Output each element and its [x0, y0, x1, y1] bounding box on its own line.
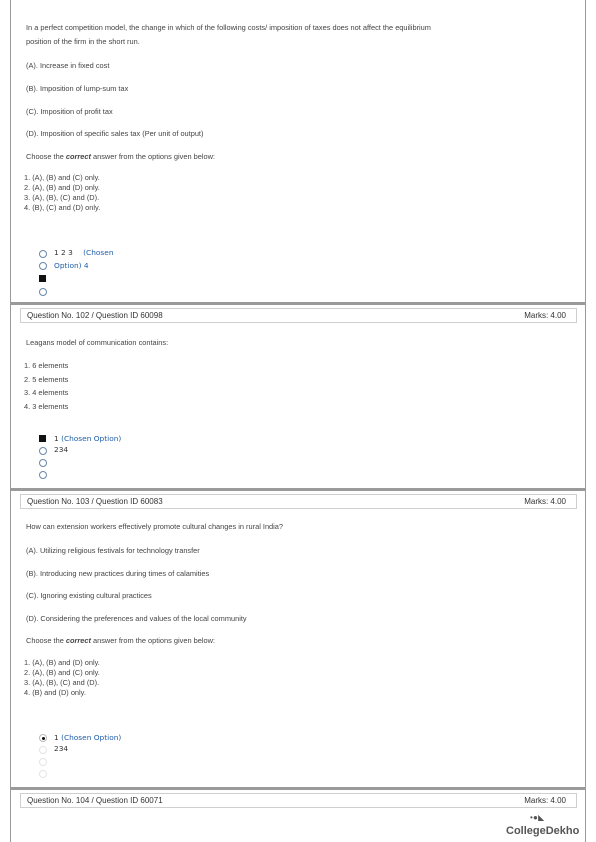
logo-mark-icon: • ● ◣: [530, 813, 544, 822]
q101-option-a: (A). Increase in fixed cost: [26, 61, 110, 70]
q101-option-numbers: 1 2 3: [54, 248, 73, 257]
q101-option-d: (D). Imposition of specific sales tax (Per unit of output): [26, 129, 204, 138]
q102-chosen-label: (Chosen Option): [61, 434, 122, 443]
q102-answer-row-1: [54, 434, 121, 443]
q101-chosen-label-cont: Option) 4: [54, 261, 89, 270]
q103-radio-3[interactable]: [39, 758, 47, 766]
q101-option-b: (B). Imposition of lump-sum tax: [26, 84, 129, 93]
q101-chosen-label: (Chosen: [83, 248, 114, 257]
q101-radio-2[interactable]: [39, 262, 47, 270]
q101-answer-3: 3. (A), (B), (C) and (D).: [24, 193, 100, 202]
q101-choose-instruction: Choose the correct answer from the options given below:: [26, 152, 215, 161]
q103-answer-3: 3. (A), (B), (C) and (D).: [24, 678, 100, 687]
q103-option-number: 1: [54, 733, 59, 742]
q102-answer-4: 4. 3 elements: [24, 401, 69, 411]
q103-marks: Marks: 4.00: [524, 497, 566, 506]
q103-radio-1-selected[interactable]: [39, 734, 47, 742]
q102-header: [20, 308, 577, 323]
q103-chosen-label: (Chosen Option): [61, 733, 122, 742]
q103-option-c: (C). Ignoring existing cultural practices: [26, 591, 152, 600]
collegedekho-logo: [506, 813, 580, 839]
q103-option-d: (D). Considering the preferences and values of the local community: [26, 614, 247, 623]
q103-radio-2[interactable]: [39, 746, 47, 754]
q103-choose-instruction: Choose the correct answer from the options given below:: [26, 636, 215, 645]
q102-radio-2[interactable]: [39, 447, 47, 455]
q101-answer-2: 2. (A), (B) and (D) only.: [24, 183, 100, 192]
q102-answer-options: [24, 359, 68, 413]
q103-question-id: Question No. 103 / Question ID 60083: [27, 497, 163, 506]
q101-answer-1: 1. (A), (B) and (C) only.: [24, 173, 100, 182]
q103-answer-options: [24, 658, 100, 698]
q101-answer-row-1: [54, 248, 114, 257]
q103-answer-2: 2. (A), (B) and (C) only.: [24, 668, 100, 677]
q102-option-numbers: 234: [54, 445, 69, 454]
q103-option-b: (B). Introducing new practices during times of calamities: [26, 569, 210, 578]
q101-stem: [26, 21, 566, 49]
q103-header: [20, 494, 577, 509]
q103-radio-4[interactable]: [39, 770, 47, 778]
q104-header: [20, 793, 577, 808]
q101-answer-options: [24, 173, 100, 213]
q103-answer-row-1: [54, 733, 121, 742]
question-separator: [10, 787, 585, 790]
q101-option-c: (C). Imposition of profit tax: [26, 107, 113, 116]
q102-answer-2: 2. 5 elements: [24, 374, 69, 384]
q101-stem-line2: position of the firm in the short run.: [26, 37, 140, 46]
q102-radio-3[interactable]: [39, 459, 47, 467]
q102-stem: Leagans model of communication contains:: [26, 338, 169, 347]
q102-question-id: Question No. 102 / Question ID 60098: [27, 311, 163, 320]
question-separator: [10, 488, 585, 491]
q102-radio-1-selected[interactable]: [39, 435, 46, 442]
q102-marks: Marks: 4.00: [524, 311, 566, 320]
question-separator: [10, 302, 585, 305]
page-frame: [10, 0, 586, 842]
q103-option-numbers: 234: [54, 744, 69, 753]
q103-option-a: (A). Utilizing religious festivals for technology transfer: [26, 546, 200, 555]
q103-answer-1: 1. (A), (B) and (D) only.: [24, 658, 100, 667]
q102-option-number: 1: [54, 434, 59, 443]
logo-text: CollegeDekho: [506, 825, 580, 837]
q102-answer-1: 1. 6 elements: [24, 361, 69, 370]
q101-answer-4: 4. (B), (C) and (D) only.: [24, 203, 101, 212]
q102-radio-4[interactable]: [39, 471, 47, 479]
q101-stem-line1: In a perfect competition model, the change in which of the following costs/ imposition of taxes does not affect the equilibrium: [26, 23, 431, 32]
q103-stem: How can extension workers effectively promote cultural changes in rural India?: [26, 522, 284, 531]
q101-radio-1[interactable]: [39, 250, 47, 258]
q103-answer-4: 4. (B) and (D) only.: [24, 688, 86, 697]
q102-answer-3: 3. 4 elements: [24, 388, 69, 397]
q101-radio-4[interactable]: [39, 288, 47, 296]
q101-radio-3-selected[interactable]: [39, 275, 46, 282]
q104-question-id: Question No. 104 / Question ID 60071: [27, 796, 163, 805]
q104-marks: Marks: 4.00: [524, 796, 566, 805]
